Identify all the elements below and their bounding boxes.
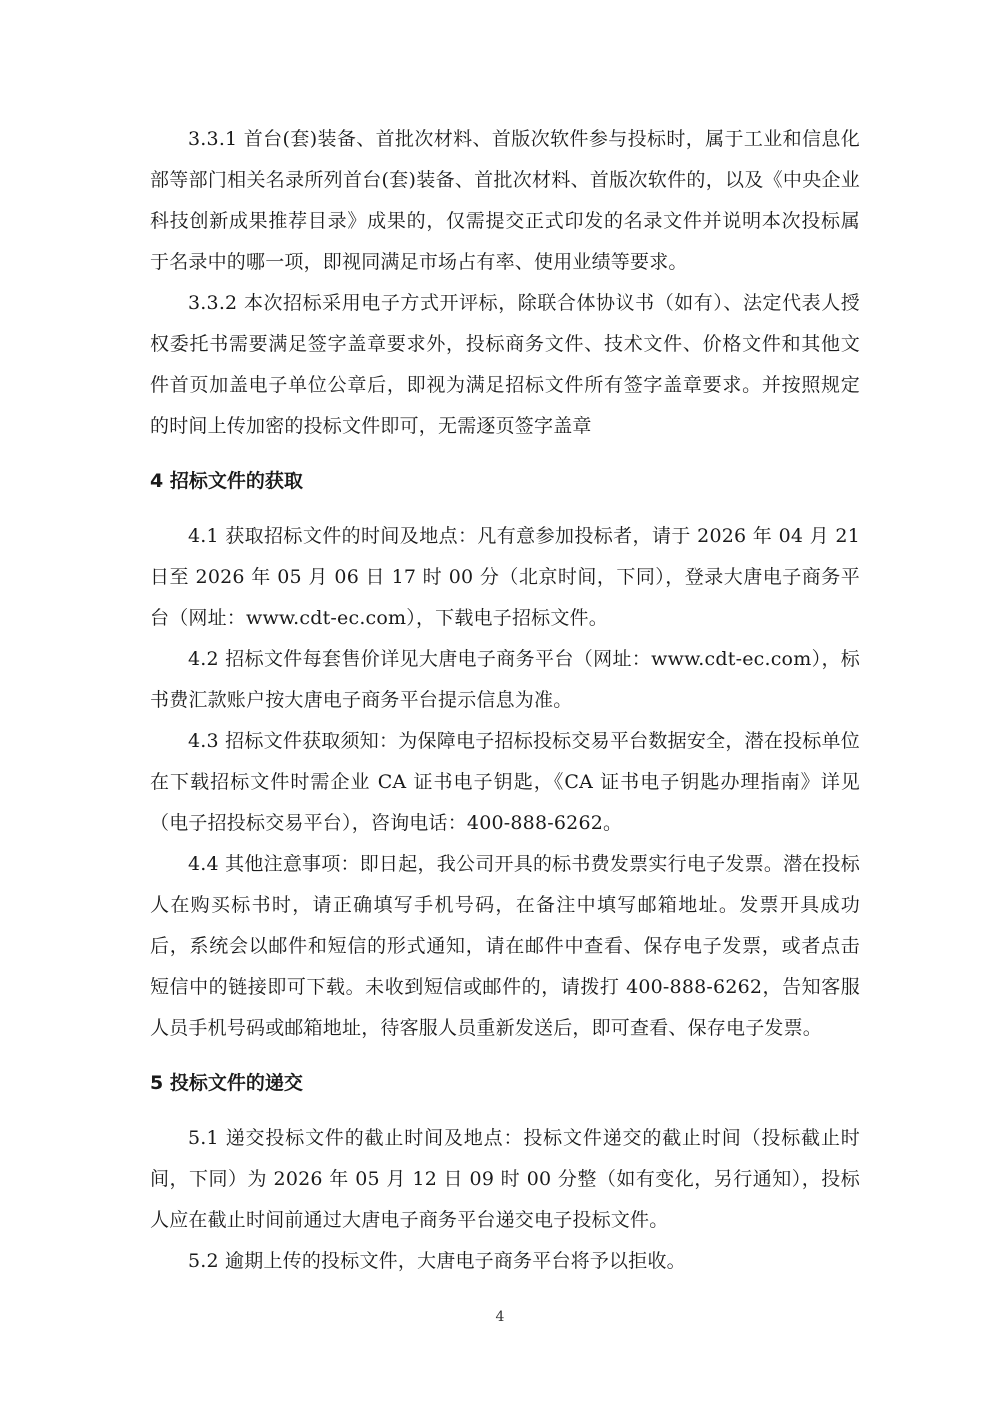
- paragraph-4-3: 4.3 招标文件获取须知：为保障电子招标投标交易平台数据安全，潜在投标单位在下载招标文件时需企业 CA 证书电子钥匙，《CA 证书电子钥匙办理指南》详见（电子招投标交易平台），咨询电话：400-888-6262。: [150, 730, 860, 834]
- heading-section-4: 4 招标文件的获取: [150, 470, 303, 492]
- paragraph-4-2: 4.2 招标文件每套售价详见大唐电子商务平台（网址：www.cdt-ec.com），标书费汇款账户按大唐电子商务平台提示信息为准。: [150, 648, 860, 711]
- paragraph-5-2: 5.2 逾期上传的投标文件，大唐电子商务平台将予以拒收。: [188, 1250, 686, 1272]
- document-body: [150, 119, 860, 1282]
- page-number: 4: [495, 1309, 505, 1325]
- paragraph-5-1: 5.1 递交投标文件的截止时间及地点：投标文件递交的截止时间（投标截止时间，下同）为 2026 年 05 月 12 日 09 时 00 分整（如有变化，另行通知），投标人应在截止时间前通过大唐电子商务平台递交电子投标文件。: [150, 1127, 860, 1231]
- paragraph-4-1: 4.1 获取招标文件的时间及地点：凡有意参加投标者，请于 2026 年 04 月 21 日至 2026 年 05 月 06 日 17 时 00 分（北京时间，下同），登录大唐电子商务平台（网址：www.cdt-ec.com），下载电子招标文件。: [150, 525, 860, 629]
- heading-section-5: 5 投标文件的递交: [150, 1072, 303, 1094]
- paragraph-3-3-2: 3.3.2 本次招标采用电子方式开评标，除联合体协议书（如有）、法定代表人授权委托书需要满足签字盖章要求外，投标商务文件、技术文件、价格文件和其他文件首页加盖电子单位公章后，即视为满足招标文件所有签字盖章要求。并按照规定的时间上传加密的投标文件即可，无需逐页签字盖章: [150, 292, 860, 437]
- paragraph-3-3-1: 3.3.1 首台(套)装备、首批次材料、首版次软件参与投标时，属于工业和信息化部等部门相关名录所列首台(套)装备、首批次材料、首版次软件的，以及《中央企业科技创新成果推荐目录》成果的，仅需提交正式印发的名录文件并说明本次投标属于名录中的哪一项，即视同满足市场占有率、使用业绩等要求。: [150, 128, 860, 273]
- paragraph-4-4: 4.4 其他注意事项：即日起，我公司开具的标书费发票实行电子发票。潜在投标人在购买标书时，请正确填写手机号码，在备注中填写邮箱地址。发票开具成功后，系统会以邮件和短信的形式通知，请在邮件中查看、保存电子发票，或者点击短信中的链接即可下载。未收到短信或邮件的，请拨打 400-888-6262，告知客服人员手机号码或邮箱地址，待客服人员重新发送后，即可查看、保存电子发票。: [150, 853, 860, 1039]
